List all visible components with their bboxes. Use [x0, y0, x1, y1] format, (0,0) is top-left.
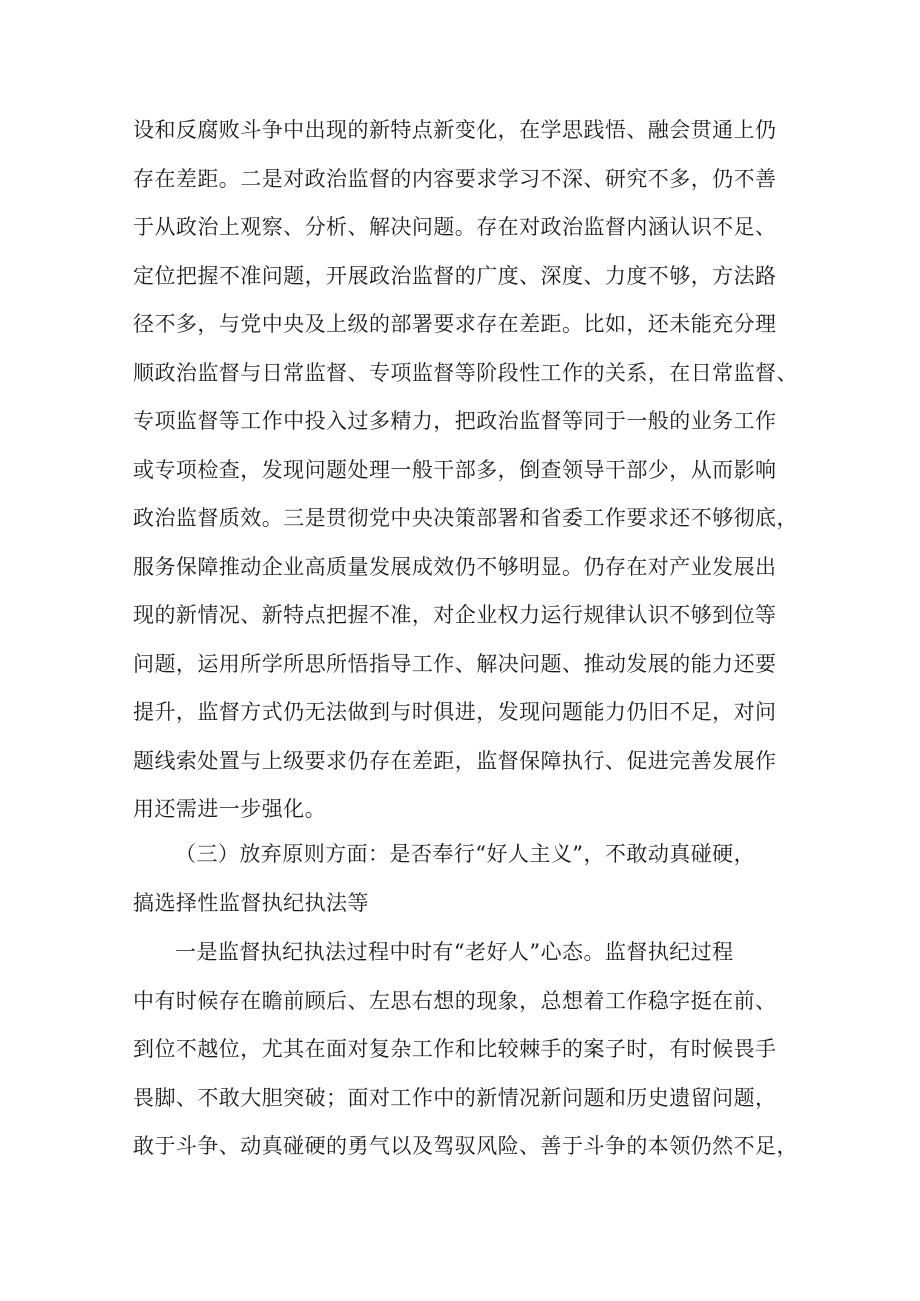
body-paragraph: [133, 928, 798, 1171]
paragraph-line: 或专项检查，发现问题处理一般干部多，倒查领导干部少，从而影响: [133, 457, 777, 482]
paragraph-line: 定位把握不准问题，开展政治监督的广度、深度、力度不够，方法路: [133, 263, 777, 288]
paragraph-line: 顺政治监督与日常监督、专项监督等阶段性工作的关系，在日常监督、: [133, 360, 798, 385]
paragraph-line: 中有时候存在瞻前顾后、左思右想的现象，总想着工作稳字挺在前、: [133, 988, 777, 1013]
paragraph-line: 于从政治上观察、分析、解决问题。存在对政治监督内涵认识不足、: [133, 215, 777, 239]
section-heading: [133, 830, 793, 927]
paragraph-line: 服务保障推动企业高质量发展成效仍不够明显。仍存在对产业发展出: [133, 554, 777, 579]
paragraph-line: 现的新情况、新特点把握不准，对企业权力运行规律认识不够到位等: [133, 603, 777, 627]
paragraph-line: 政治监督质效。三是贯彻党中央决策部署和省委工作要求还不够彻底，: [133, 506, 798, 530]
paragraph-line: 专项监督等工作中投入过多精力，把政治监督等同于一般的业务工作: [133, 409, 777, 433]
paragraph-line: 畏脚、不敢大胆突破；面对工作中的新情况新问题和历史遗留问题，: [133, 1085, 777, 1110]
paragraph-line: 到位不越位，尤其在面对复杂工作和比较棘手的案子时，有时候畏手: [133, 1037, 777, 1061]
paragraph-line: 题线索处置与上级要求仍存在差距，监督保障执行、促进完善发展作: [133, 748, 777, 773]
paragraph-line: 一是监督执纪执法过程中时有“老好人”心态。监督执纪过程: [175, 940, 734, 964]
paragraph-line: 敢于斗争、动真碰硬的勇气以及驾驭风险、善于斗争的本领仍然不足，: [133, 1134, 798, 1158]
heading-line: （三）放弃原则方面：是否奉行“好人主义”，不敢动真碰硬，: [175, 842, 756, 866]
paragraph-line: 问题，运用所学所思所悟指导工作、解决问题、推动发展的能力还要: [133, 651, 777, 676]
paragraph-line: 设和反腐败斗争中出现的新特点新变化，在学思践悟、融会贯通上仍: [133, 118, 777, 142]
paragraph-line: 径不多，与党中央及上级的部署要求存在差距。比如，还未能充分理: [133, 312, 777, 336]
paragraph-line: 用还需进一步强化。: [133, 797, 327, 821]
paragraph-line: 提升，监督方式仍无法做到与时俱进，发现问题能力仍旧不足，对问: [133, 700, 777, 724]
body-paragraph-continued: [133, 106, 798, 834]
paragraph-line: 存在差距。二是对政治监督的内容要求学习不深、研究不多，仍不善: [133, 166, 777, 191]
heading-line: 搞选择性监督执纪执法等: [133, 890, 369, 915]
